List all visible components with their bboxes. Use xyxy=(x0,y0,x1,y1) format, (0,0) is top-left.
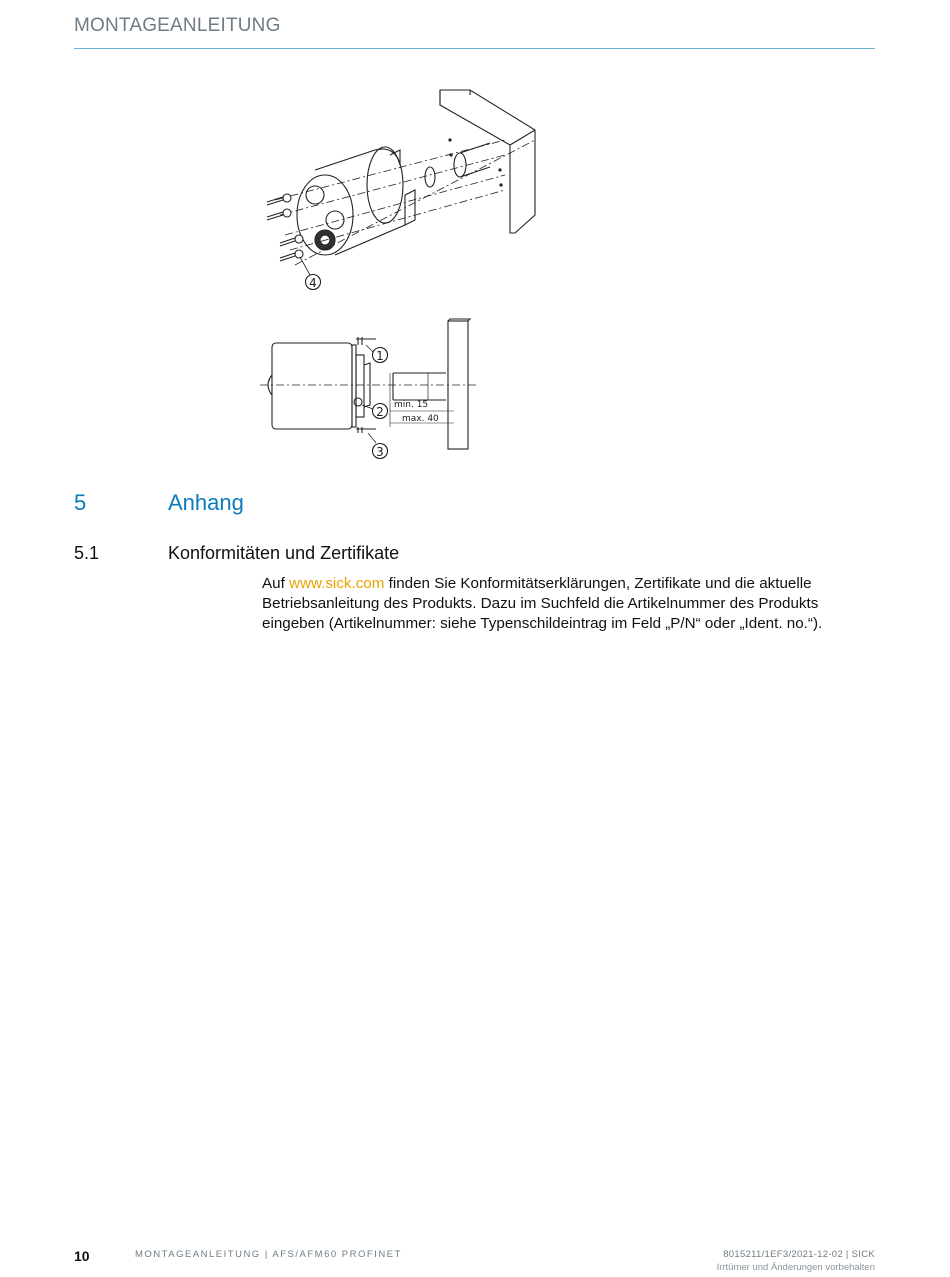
callout-4: 4 xyxy=(309,276,317,290)
callout-3: 3 xyxy=(376,445,384,459)
body-text-pre: Auf xyxy=(262,575,290,592)
body-text-post: finden Sie Konformitätserklärungen, Zertifikate und die aktuelle Betriebsanleitung des Produkts. Dazu im Suchfeld die Artikelnummer des Produkts eingeben (Artikelnummer: siehe Typenschildeintrag im Feld „P/N“ oder „Ident. no.“). xyxy=(262,575,823,632)
dimension-max: max. 40 xyxy=(402,414,439,424)
section-number: 5.1 xyxy=(74,543,100,563)
body-paragraph xyxy=(262,574,862,634)
page-number: 10 xyxy=(74,1248,90,1264)
chapter-number: 5 xyxy=(74,490,87,515)
callout-2: 2 xyxy=(376,405,384,419)
mounting-drawing-exploded xyxy=(255,85,555,300)
callout-1: 1 xyxy=(376,349,384,363)
dimension-min: min. 15 xyxy=(394,400,429,410)
section-title: Konformitäten und Zertifikate xyxy=(168,543,400,563)
website-link[interactable]: www.sick.com xyxy=(289,575,385,592)
header-divider xyxy=(74,48,875,49)
footer-document-id: 8015211/1EF3/2021-12-02 | SICK xyxy=(723,1249,875,1260)
chapter-title: Anhang xyxy=(168,490,244,515)
mounting-drawing-side-view xyxy=(258,315,488,465)
footer-disclaimer: Irrtümer und Änderungen vorbehalten xyxy=(716,1262,875,1273)
running-header: MONTAGEANLEITUNG xyxy=(74,15,281,36)
footer-document-title: MONTAGEANLEITUNG | AFS/AFM60 PROFINET xyxy=(135,1249,402,1260)
